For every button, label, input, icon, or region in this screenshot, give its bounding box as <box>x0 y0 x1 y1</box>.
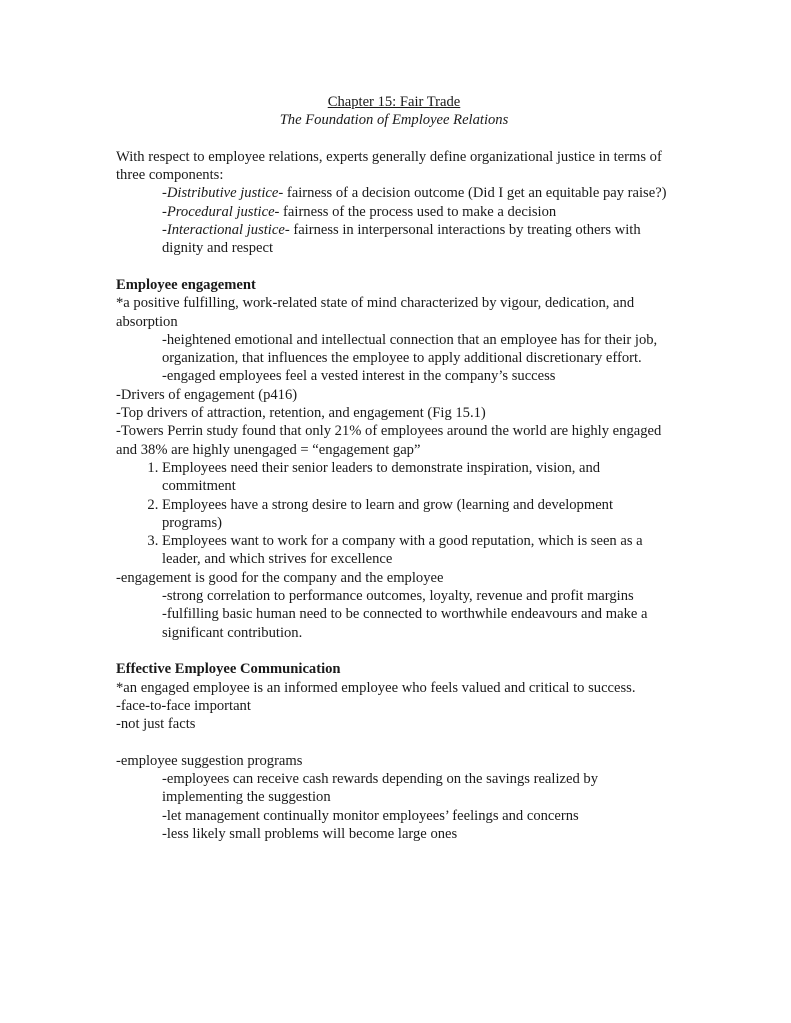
title-block <box>116 93 672 130</box>
engagement-line: -Top drivers of attraction, retention, and engagement (Fig 15.1) <box>116 405 486 422</box>
engagement-subpoint: -engaged employees feel a vested interest in the company’s success <box>162 368 556 385</box>
communication-subpoint: -employees can receive cash rewards depending on the savings realized by implementing the suggestion <box>162 770 599 806</box>
section-heading-communication: Effective Employee Communication <box>116 661 341 678</box>
justice-description: - fairness of the process used to make a decision <box>274 203 557 220</box>
communication-subpoint: -let management continually monitor employees’ feelings and concerns <box>162 807 579 824</box>
justice-item: -Interactional justice- fairness in interpersonal interactions by treating others with dignity and respect <box>162 222 641 257</box>
list-item: 1. Employees need their senior leaders to demonstrate inspiration, vision, and commitment <box>162 459 676 496</box>
list-item: 2. Employees have a strong desire to learn and grow (learning and development programs) <box>162 496 676 533</box>
justice-term: Procedural justice <box>166 203 275 220</box>
communication-definition: *an engaged employee is an informed employee who feels valued and critical to success. <box>116 679 636 696</box>
communication-line: -not just facts <box>116 716 196 733</box>
document-page <box>116 93 676 843</box>
engagement-line: -Drivers of engagement (p416) <box>116 386 298 403</box>
engagement-definition: *a positive fulfilling, work-related state of mind characterized by vigour, dedication, and absorption <box>116 295 635 330</box>
engagement-numbered-list <box>116 459 676 569</box>
justice-item: -Procedural justice- fairness of the process used to make a decision <box>162 203 557 220</box>
engagement-subpoint: -strong correlation to performance outcomes, loyalty, revenue and profit margins <box>162 588 634 605</box>
communication-line: -face-to-face important <box>116 697 251 714</box>
document-title: Chapter 15: Fair Trade <box>327 94 461 110</box>
communication-subpoint: -less likely small problems will become large ones <box>162 825 458 842</box>
communication-line: -employee suggestion programs <box>116 752 303 769</box>
document-subtitle: The Foundation of Employee Relations <box>279 112 509 129</box>
section-heading-engagement: Employee engagement <box>116 276 256 293</box>
engagement-line: -engagement is good for the company and the employee <box>116 569 444 586</box>
list-item: 3. Employees want to work for a company with a good reputation, which is seen as a leader, and which strives for excellence <box>162 532 676 569</box>
engagement-subpoint: -fulfilling basic human need to be connected to worthwhile endeavours and make a significant contribution. <box>162 606 648 641</box>
justice-description: - fairness in interpersonal interactions by treating others with dignity and respect <box>162 222 641 257</box>
justice-term: Distributive justice <box>166 185 279 202</box>
engagement-line: -Towers Perrin study found that only 21% of employees around the world are highly engaged and 38% are highly unengaged = “engagement gap” <box>116 423 662 458</box>
justice-term: Interactional justice <box>166 222 285 239</box>
engagement-subpoint: -heightened emotional and intellectual connection that an employee has for their job, organization, that influences the employee to apply additional discretionary effort. <box>162 331 658 367</box>
justice-item: -Distributive justice- fairness of a decision outcome (Did I get an equitable pay raise?) <box>162 185 667 202</box>
justice-description: - fairness of a decision outcome (Did I get an equitable pay raise?) <box>278 185 667 202</box>
intro-paragraph: With respect to employee relations, experts generally define organizational justice in terms of three components: <box>116 148 662 184</box>
